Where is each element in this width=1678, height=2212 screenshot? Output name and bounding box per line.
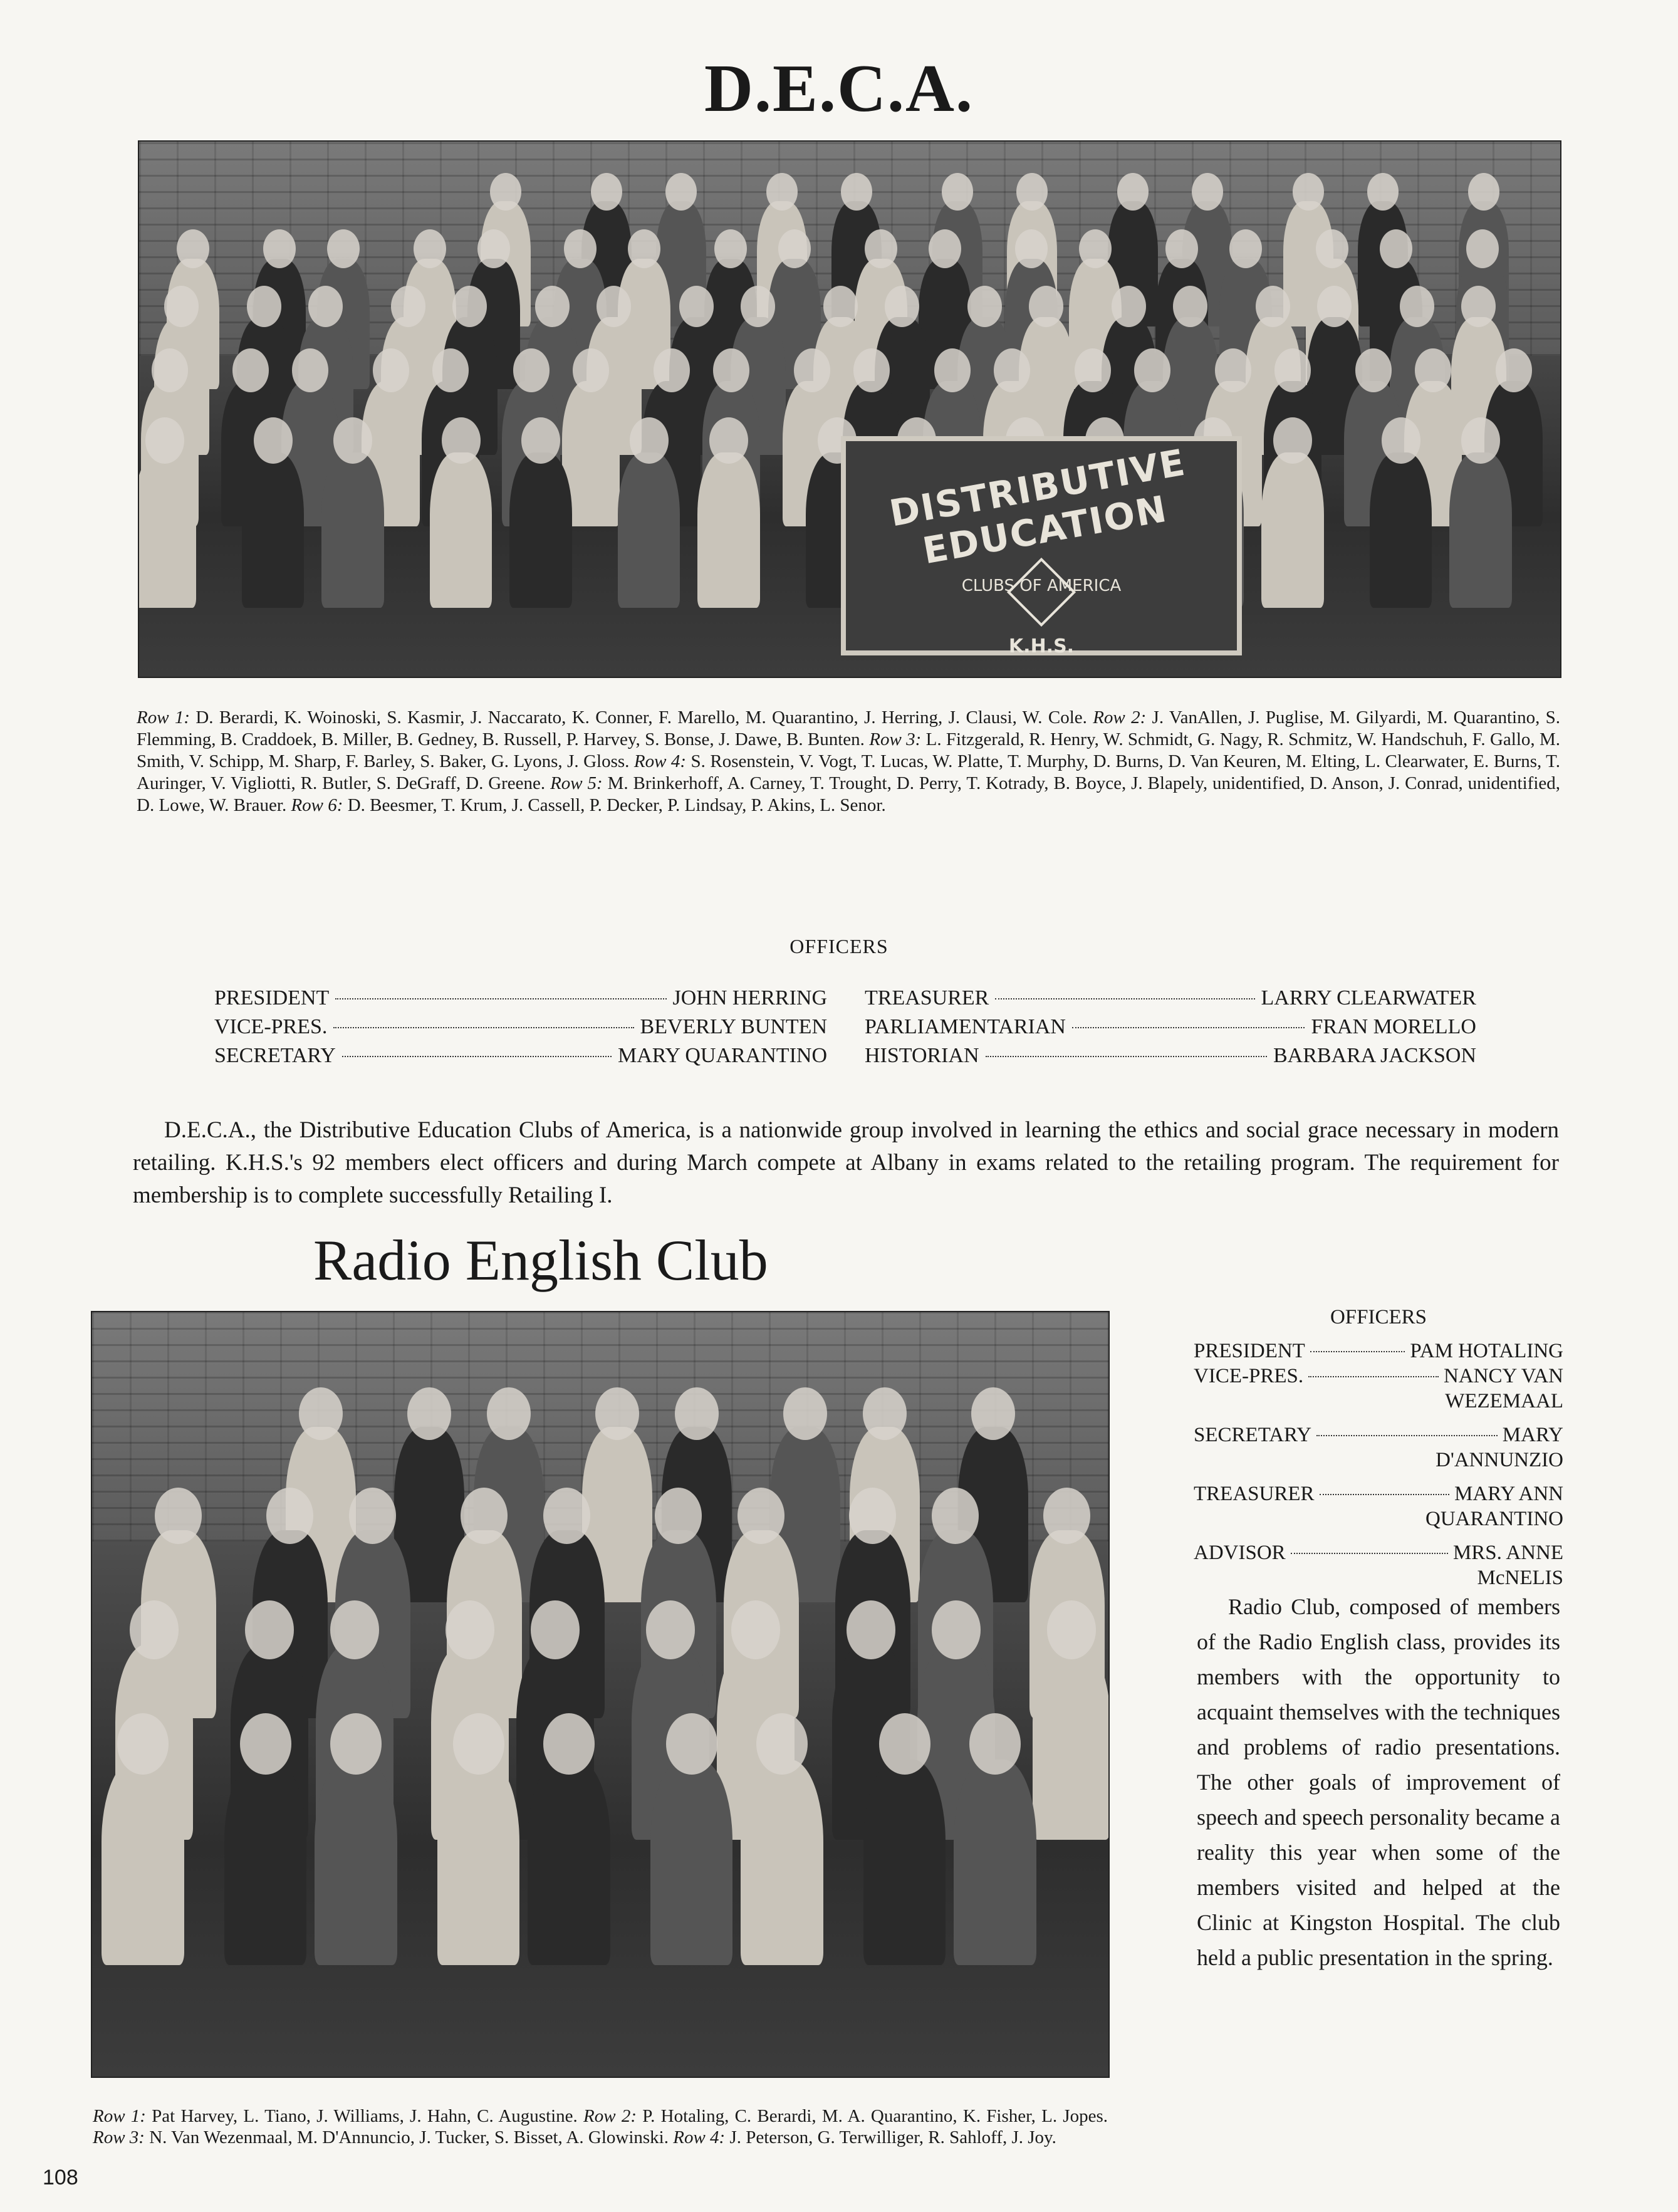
person-figure bbox=[242, 452, 304, 608]
caption-row-names: Pat Harvey, L. Tiano, J. Williams, J. Hahn, C. Augustine. bbox=[145, 2106, 584, 2126]
person-figure bbox=[509, 452, 571, 608]
person-head bbox=[535, 286, 570, 327]
person-head bbox=[1165, 229, 1198, 268]
deca-group-photo bbox=[138, 140, 1561, 678]
person-head bbox=[654, 348, 690, 392]
person-head bbox=[847, 1600, 895, 1659]
person-head bbox=[1400, 286, 1434, 327]
caption-row-names: M. Brinkerhoff, A. Carney, T. Trought, D. Perry, T. Kotrady, B. Boyce, J. Blapely, unidentified, D. Anson, J. Conrad, unidentified, D. Lowe, W. Brauer. bbox=[137, 773, 1560, 815]
person-head bbox=[1380, 229, 1412, 268]
person-head bbox=[145, 417, 184, 464]
officer-entry bbox=[1194, 1364, 1563, 1414]
person-head bbox=[155, 1488, 202, 1544]
person-head bbox=[853, 348, 890, 392]
person-head bbox=[994, 348, 1030, 392]
person-head bbox=[487, 1387, 531, 1440]
person-head bbox=[308, 286, 343, 327]
officer-entry bbox=[1194, 1481, 1563, 1531]
person-head bbox=[932, 1488, 979, 1544]
person-head bbox=[240, 1713, 291, 1775]
person-figure bbox=[1261, 452, 1323, 608]
person-head bbox=[477, 229, 510, 268]
person-head bbox=[1015, 229, 1048, 268]
officer-entry bbox=[1194, 1338, 1563, 1364]
person-head bbox=[756, 1713, 808, 1775]
caption-row-names: J. Peterson, G. Terwilliger, R. Sahloff, J. Joy. bbox=[725, 2127, 1056, 2147]
banner-line-2: CLUBS OF AMERICA bbox=[961, 576, 1122, 595]
person-head bbox=[1466, 229, 1499, 268]
person-head bbox=[741, 286, 775, 327]
caption-row-label: Row 4: bbox=[633, 751, 687, 771]
banner-line-1: DISTRIBUTIVE EDUCATION bbox=[886, 441, 1189, 573]
person-head bbox=[254, 417, 293, 464]
person-head bbox=[407, 1387, 451, 1440]
leader-dots bbox=[986, 1056, 1267, 1057]
officer-title: TREASURER bbox=[1194, 1483, 1315, 1505]
person-head bbox=[841, 173, 872, 211]
person-head bbox=[490, 173, 521, 211]
person-head bbox=[263, 229, 296, 268]
person-head bbox=[665, 173, 697, 211]
officer-title: PRESIDENT bbox=[1194, 1340, 1305, 1362]
leader-dots bbox=[1308, 1376, 1439, 1377]
person-figure bbox=[863, 1760, 946, 1965]
person-head bbox=[666, 1713, 717, 1775]
person-figure bbox=[618, 452, 680, 608]
person-head bbox=[543, 1488, 590, 1544]
person-head bbox=[1016, 173, 1048, 211]
caption-row-label: Row 5: bbox=[550, 773, 603, 793]
radio-club-description: Radio Club, composed of members of the Radio English class, provides its members with the opportunity to acquaint themselves with the techniques and problems of radio presentations. The other goals of improvement of speech and speech personality became a reality this year when some of the members visited and helped at the Clinic at Kingston Hospital. The club held a public presentation in the spring. bbox=[1197, 1594, 1560, 1970]
person-head bbox=[177, 229, 209, 268]
person-head bbox=[679, 286, 714, 327]
person-figure bbox=[102, 1760, 184, 1965]
officer-title: VICE-PRES. bbox=[214, 1015, 328, 1038]
person-head bbox=[932, 1600, 981, 1659]
person-head bbox=[232, 348, 269, 392]
person-head bbox=[1461, 286, 1496, 327]
person-figure bbox=[650, 1760, 732, 1965]
person-head bbox=[794, 348, 830, 392]
caption-row-label: Row 6: bbox=[291, 795, 343, 815]
caption-row-label: Row 3: bbox=[93, 2127, 145, 2147]
caption-row-names: N. Van Wezenmaal, M. D'Annuncio, J. Tucker, S. Bisset, A. Glowinski. bbox=[144, 2127, 674, 2147]
person-head bbox=[628, 229, 660, 268]
person-head bbox=[349, 1488, 396, 1544]
radio-officers bbox=[1194, 1305, 1563, 1590]
person-figure bbox=[315, 1760, 397, 1965]
officer-name-continued: WEZEMAAL bbox=[1445, 1390, 1563, 1412]
officer-title: PRESIDENT bbox=[214, 986, 330, 1009]
deca-description: D.E.C.A., the Distributive Education Clubs of America, is a nationwide group involved in learning the ethics and social grace necessary in modern retailing. K.H.S.'s 92 members elect officers and during March compete at Albany in exams related to the retailing program. The requirement for membership is to complete successfully Retailing I. bbox=[133, 1117, 1559, 1208]
person-head bbox=[333, 417, 372, 464]
person-head bbox=[373, 348, 409, 392]
officer-name-continued: McNELIS bbox=[1477, 1567, 1563, 1589]
officer-name: MRS. ANNE bbox=[1452, 1542, 1563, 1564]
officer-row bbox=[214, 984, 827, 1013]
person-head bbox=[714, 229, 747, 268]
radio-officers-heading: OFFICERS bbox=[1330, 1306, 1427, 1328]
caption-row-names: D. Beesmer, T. Krum, J. Cassell, P. Decker, P. Lindsay, P. Akins, L. Senor. bbox=[343, 795, 886, 815]
person-head bbox=[299, 1387, 343, 1440]
leader-dots bbox=[333, 1027, 633, 1028]
person-head bbox=[1367, 173, 1399, 211]
person-head bbox=[1415, 348, 1451, 392]
officer-title: VICE-PRES. bbox=[1194, 1365, 1304, 1387]
person-head bbox=[1468, 173, 1499, 211]
person-head bbox=[245, 1600, 294, 1659]
person-head bbox=[152, 348, 188, 392]
person-head bbox=[1273, 417, 1312, 464]
officer-title: SECRETARY bbox=[214, 1044, 336, 1067]
officer-name: PAM HOTALING bbox=[1410, 1340, 1563, 1362]
leader-dots bbox=[1072, 1027, 1305, 1028]
person-head bbox=[942, 173, 973, 211]
officer-name: BEVERLY BUNTEN bbox=[640, 1015, 827, 1038]
person-head bbox=[1256, 286, 1290, 327]
person-head bbox=[452, 286, 487, 327]
person-figure bbox=[1449, 452, 1511, 608]
person-head bbox=[531, 1600, 580, 1659]
deca-photo-caption bbox=[137, 707, 1560, 816]
diamond-emblem-icon bbox=[1007, 558, 1076, 627]
caption-row-label: Row 1: bbox=[137, 707, 190, 728]
leader-dots bbox=[1320, 1494, 1450, 1495]
person-figure bbox=[138, 452, 196, 608]
person-figure bbox=[321, 452, 383, 608]
person-head bbox=[327, 229, 360, 268]
person-head bbox=[737, 1488, 784, 1544]
person-head bbox=[595, 1387, 639, 1440]
person-head bbox=[1215, 348, 1251, 392]
person-head bbox=[414, 229, 446, 268]
person-head bbox=[630, 417, 669, 464]
officer-row bbox=[865, 1013, 1476, 1041]
officer-title: ADVISOR bbox=[1194, 1542, 1286, 1564]
leader-dots bbox=[1291, 1553, 1448, 1554]
person-head bbox=[1274, 348, 1311, 392]
person-head bbox=[573, 348, 609, 392]
person-head bbox=[971, 1387, 1015, 1440]
person-head bbox=[432, 348, 469, 392]
person-head bbox=[1192, 173, 1223, 211]
person-head bbox=[266, 1488, 313, 1544]
person-head bbox=[564, 229, 597, 268]
person-head bbox=[1117, 173, 1149, 211]
officer-row bbox=[865, 984, 1476, 1013]
officer-name: MARY bbox=[1502, 1424, 1563, 1446]
caption-row-label: Row 4: bbox=[673, 2127, 726, 2147]
deca-officers-left bbox=[214, 984, 827, 1070]
caption-row-label: Row 3: bbox=[869, 729, 922, 749]
radio-club-title: Radio English Club bbox=[313, 1228, 768, 1292]
person-head bbox=[292, 348, 328, 392]
officer-name: JOHN HERRING bbox=[672, 986, 827, 1009]
person-head bbox=[783, 1387, 827, 1440]
person-head bbox=[934, 348, 971, 392]
person-figure bbox=[528, 1760, 610, 1965]
person-head bbox=[863, 1387, 907, 1440]
person-figure bbox=[954, 1760, 1036, 1965]
person-head bbox=[731, 1600, 780, 1659]
officer-title: SECRETARY bbox=[1194, 1424, 1312, 1446]
caption-row-names: P. Hotaling, C. Berardi, M. A. Quarantino, K. Fisher, L. Jopes. bbox=[637, 2106, 1108, 2126]
person-head bbox=[130, 1600, 179, 1659]
officer-name-continued: D'ANNUNZIO bbox=[1436, 1449, 1563, 1471]
leader-dots bbox=[1316, 1435, 1498, 1436]
officer-name: FRAN MORELLO bbox=[1311, 1015, 1476, 1038]
person-head bbox=[1029, 286, 1063, 327]
person-head bbox=[713, 348, 749, 392]
person-head bbox=[453, 1713, 504, 1775]
caption-row-names: D. Berardi, K. Woinoski, S. Kasmir, J. Naccarato, K. Conner, F. Marello, M. Quarantino, J. Herring, J. Clausi, W. Cole. bbox=[190, 707, 1093, 728]
caption-row-names: J. VanAllen, J. Puglise, M. Gilyardi, M. Quarantino, S. Flemming, B. Craddoek, B. Miller, B. Gedney, B. Russell, P. Harvey, S. Bonse, J. Dawe, B. Bunten. bbox=[137, 707, 1561, 749]
person-head bbox=[675, 1387, 719, 1440]
deca-officers-heading: OFFICERS bbox=[789, 935, 889, 957]
person-head bbox=[597, 286, 631, 327]
person-head bbox=[823, 286, 858, 327]
officer-row bbox=[214, 1013, 827, 1041]
person-figure bbox=[437, 1760, 519, 1965]
officer-name: MARY QUARANTINO bbox=[617, 1044, 827, 1067]
page-number: 108 bbox=[43, 2166, 78, 2189]
officer-entry bbox=[1194, 1422, 1563, 1473]
officer-name-continued: QUARANTINO bbox=[1425, 1508, 1563, 1530]
person-head bbox=[967, 286, 1002, 327]
officer-name: NANCY VAN bbox=[1443, 1365, 1563, 1387]
caption-row-names: L. Fitzgerald, R. Henry, W. Schmidt, G. Nagy, R. Schmitz, W. Handschuh, F. Gallo, M. Smith, V. Schipp, M. Sharp, F. Barley, S. Baker, G. Lyons, J. Gloss. bbox=[137, 729, 1560, 771]
officer-name: BARBARA JACKSON bbox=[1273, 1044, 1476, 1067]
person-head bbox=[1461, 417, 1500, 464]
person-head bbox=[1079, 229, 1112, 268]
officer-row bbox=[865, 1041, 1476, 1070]
person-head bbox=[778, 229, 811, 268]
person-head bbox=[969, 1713, 1021, 1775]
person-head bbox=[1355, 348, 1392, 392]
person-head bbox=[1047, 1600, 1096, 1659]
leader-dots bbox=[342, 1056, 612, 1057]
person-head bbox=[330, 1600, 379, 1659]
person-head bbox=[929, 229, 961, 268]
banner-line-3: K.H.S. bbox=[1008, 635, 1075, 657]
person-figure bbox=[1370, 452, 1432, 608]
person-head bbox=[1112, 286, 1146, 327]
officer-title: HISTORIAN bbox=[865, 1044, 979, 1067]
person-figure bbox=[430, 452, 492, 608]
leader-dots bbox=[1310, 1351, 1405, 1352]
person-head bbox=[1134, 348, 1170, 392]
person-head bbox=[591, 173, 622, 211]
deca-banner bbox=[841, 436, 1242, 655]
caption-row-label: Row 2: bbox=[1093, 707, 1147, 728]
person-head bbox=[461, 1488, 508, 1544]
person-head bbox=[1316, 229, 1348, 268]
person-head bbox=[655, 1488, 702, 1544]
person-head bbox=[1293, 173, 1324, 211]
person-head bbox=[879, 1713, 930, 1775]
officer-name: LARRY CLEARWATER bbox=[1261, 986, 1476, 1009]
officer-row bbox=[214, 1041, 827, 1070]
person-head bbox=[1382, 417, 1420, 464]
person-head bbox=[1075, 348, 1111, 392]
person-head bbox=[709, 417, 748, 464]
officer-entry bbox=[1194, 1540, 1563, 1590]
person-head bbox=[446, 1600, 494, 1659]
person-head bbox=[865, 229, 897, 268]
leader-dots bbox=[335, 998, 666, 999]
person-head bbox=[391, 286, 425, 327]
person-figure bbox=[224, 1760, 306, 1965]
person-head bbox=[885, 286, 919, 327]
person-head bbox=[164, 286, 199, 327]
caption-row-label: Row 2: bbox=[583, 2106, 637, 2126]
radio-photo-caption bbox=[93, 2105, 1108, 2148]
person-head bbox=[1317, 286, 1352, 327]
radio-club-group-photo bbox=[91, 1311, 1110, 2078]
person-head bbox=[442, 417, 481, 464]
leader-dots bbox=[995, 998, 1254, 999]
person-head bbox=[646, 1600, 695, 1659]
officer-name: MARY ANN bbox=[1454, 1483, 1563, 1505]
officer-title: PARLIAMENTARIAN bbox=[865, 1015, 1066, 1038]
officer-title: TREASURER bbox=[865, 986, 989, 1009]
person-head bbox=[247, 286, 281, 327]
person-head bbox=[117, 1713, 169, 1775]
person-head bbox=[543, 1713, 595, 1775]
person-head bbox=[766, 173, 798, 211]
person-head bbox=[513, 348, 550, 392]
person-figure bbox=[741, 1760, 823, 1965]
person-head bbox=[1043, 1488, 1090, 1544]
deca-officers-right bbox=[865, 984, 1476, 1070]
person-head bbox=[1496, 348, 1532, 392]
person-head bbox=[849, 1488, 896, 1544]
deca-title: D.E.C.A. bbox=[704, 51, 974, 126]
person-head bbox=[1173, 286, 1207, 327]
person-figure bbox=[697, 452, 759, 608]
person-head bbox=[521, 417, 560, 464]
person-figure bbox=[1033, 1644, 1110, 1840]
caption-row-names: S. Rosenstein, V. Vogt, T. Lucas, W. Platte, T. Murphy, D. Burns, D. Van Keuren, M. Elting, L. Clearwater, E. Burns, T. Auringer, V. Vigliotti, R. Butler, S. DeGraff, D. Greene. bbox=[137, 751, 1560, 793]
person-head bbox=[1229, 229, 1262, 268]
person-head bbox=[330, 1713, 382, 1775]
caption-row-label: Row 1: bbox=[93, 2106, 146, 2126]
